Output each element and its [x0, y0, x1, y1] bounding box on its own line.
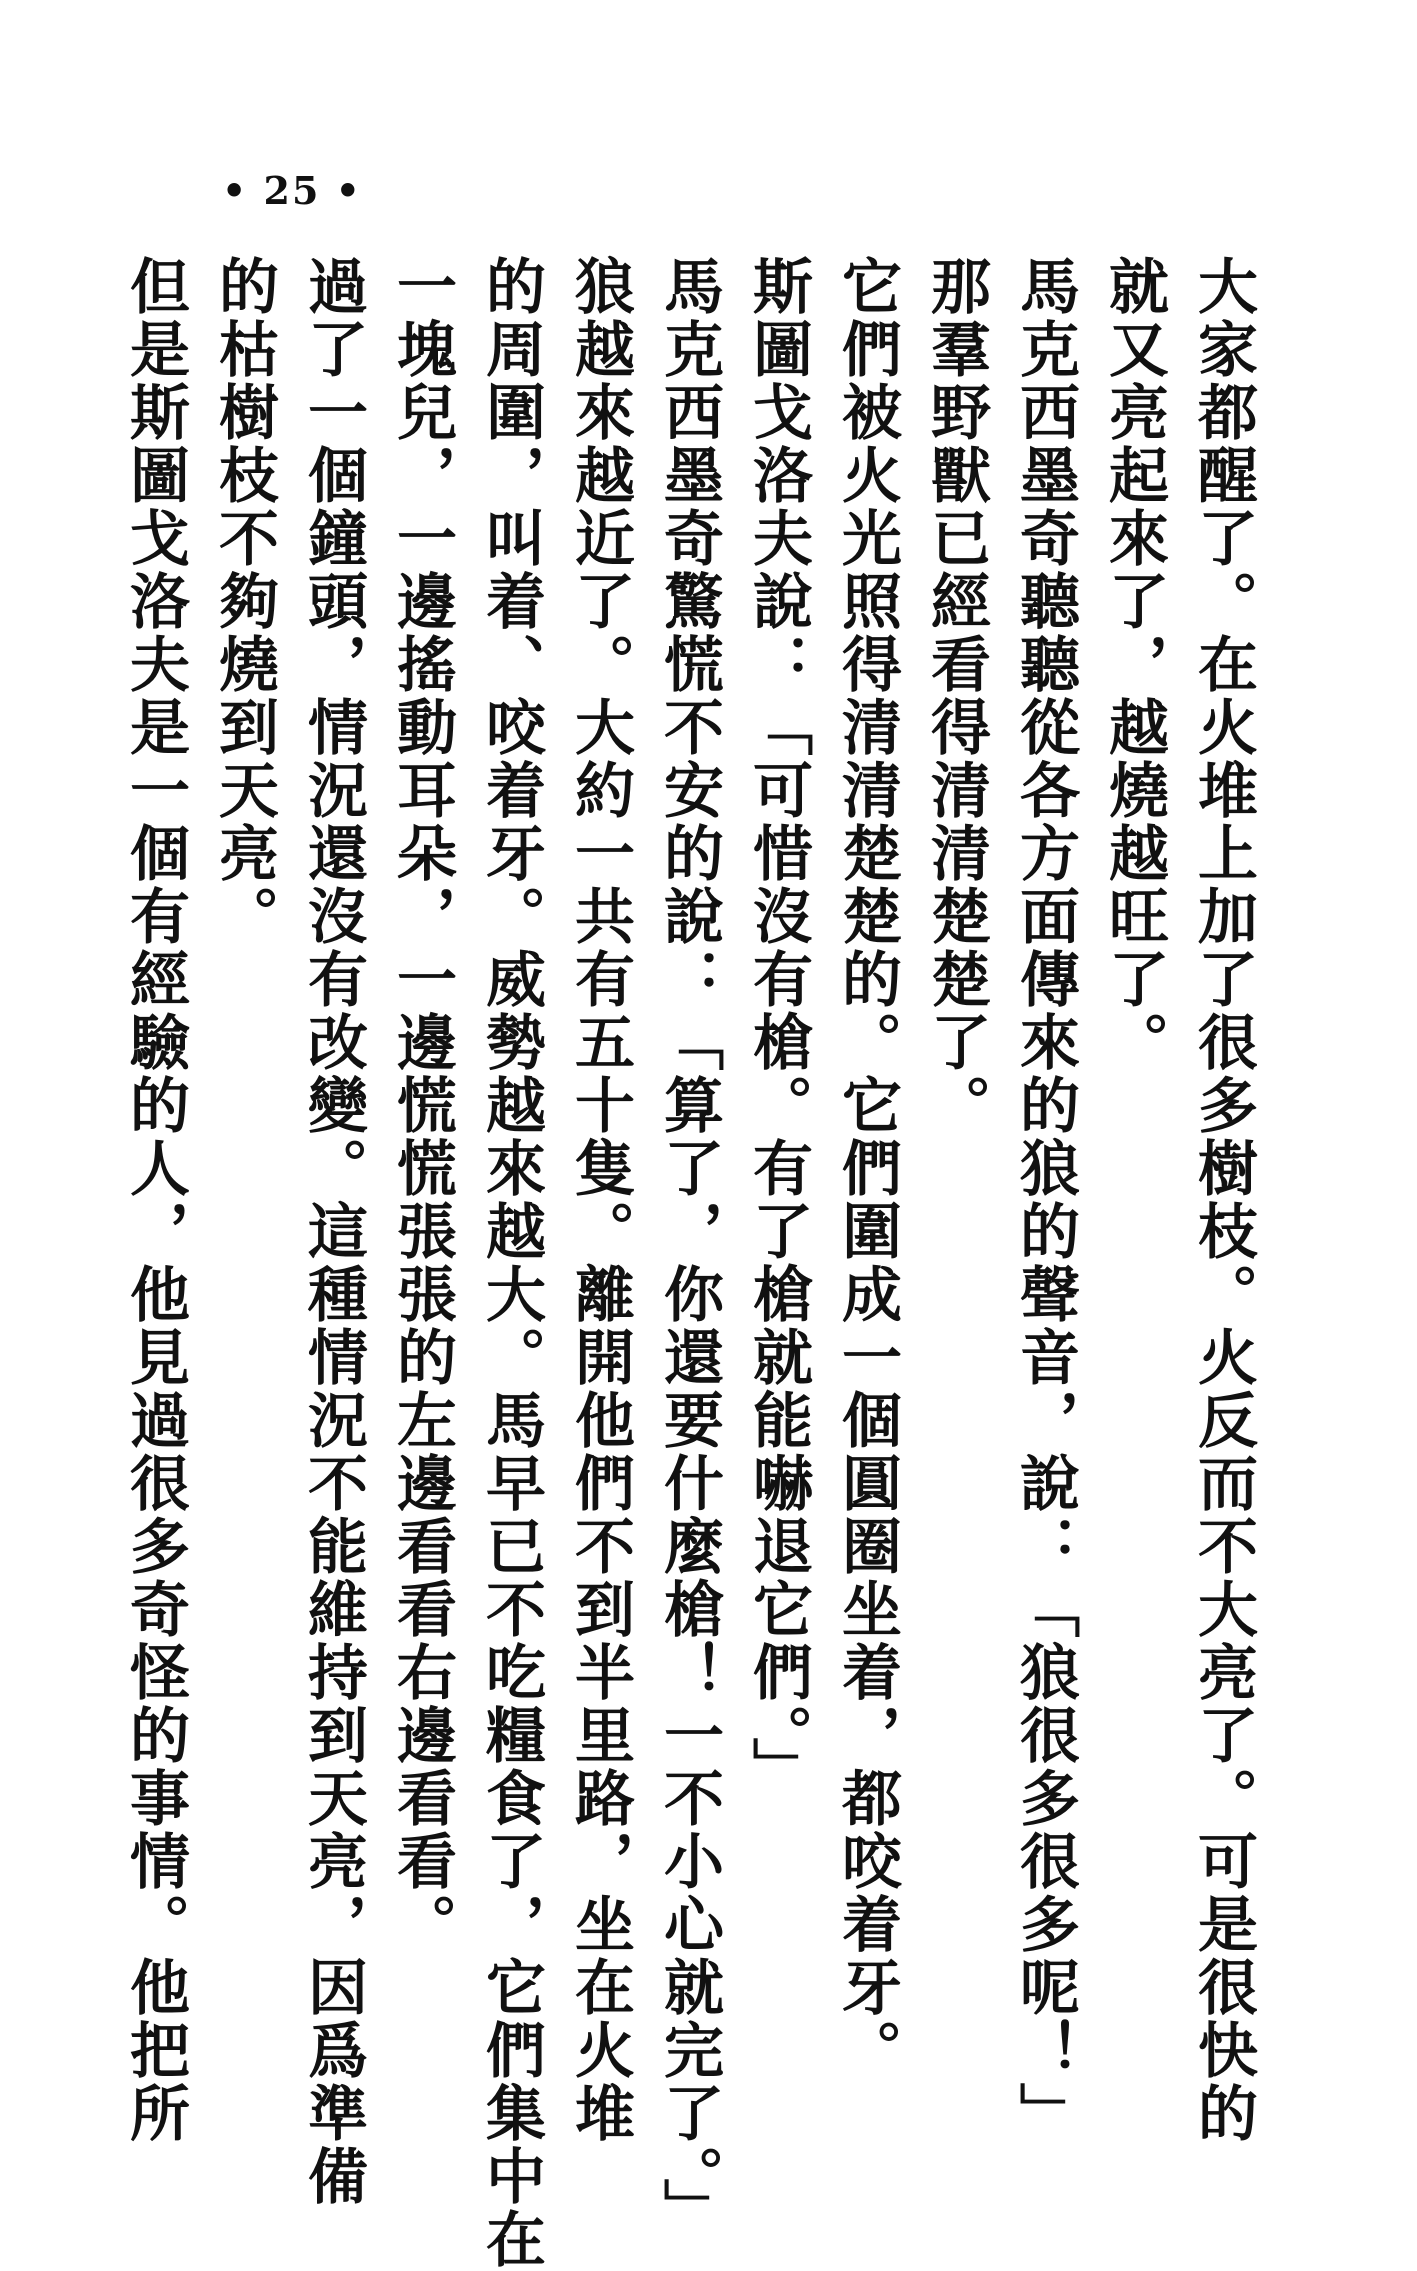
text-line: 那羣野獸已經看得清清楚楚了。 [921, 255, 991, 1137]
text-line: 馬克西墨奇聽聽從各方面傳來的狼的聲音，說：「狼很多很多呢！」 [1010, 255, 1080, 2145]
text-line: 一塊兒，一邊搖動耳朵，一邊慌慌張張的左邊看看右邊看看。 [387, 255, 457, 1956]
text-line: 斯圖戈洛夫說：「可惜沒有槍。有了槍就能嚇退它們。」 [743, 255, 813, 1800]
text-line: 馬克西墨奇驚慌不安的說：「算了，你還要什麼槍！一不小心就完了。」 [654, 255, 724, 2241]
text-line: 它們被火光照得清清楚楚的。它們圍成一個圓圈坐着，都咬着牙。 [832, 255, 902, 2082]
page-number: • 25 • [222, 168, 362, 213]
text-line: 就又亮起來了，越燒越旺了。 [1099, 255, 1169, 1074]
text-line: 但是斯圖戈洛夫是一個有經驗的人，他見過很多奇怪的事情。他把所 [120, 255, 190, 2145]
text-line: 的周圍，叫着、咬着牙。威勢越來越大。馬早已不吃糧食了，它們集中在 [476, 255, 546, 2271]
body-text [117, 255, 1267, 2271]
text-line: 的枯樹枝不夠燒到天亮。 [209, 255, 279, 948]
text-line: 過了一個鐘頭，情況還沒有改變。這種情況不能維持到天亮，因爲準備 [298, 255, 368, 2208]
text-line: 大家都醒了。在火堆上加了很多樹枝。火反而不大亮了。可是很快的 [1188, 255, 1258, 2145]
text-line: 狼越來越近了。大約一共有五十隻。離開他們不到半里路，坐在火堆 [565, 255, 635, 2145]
